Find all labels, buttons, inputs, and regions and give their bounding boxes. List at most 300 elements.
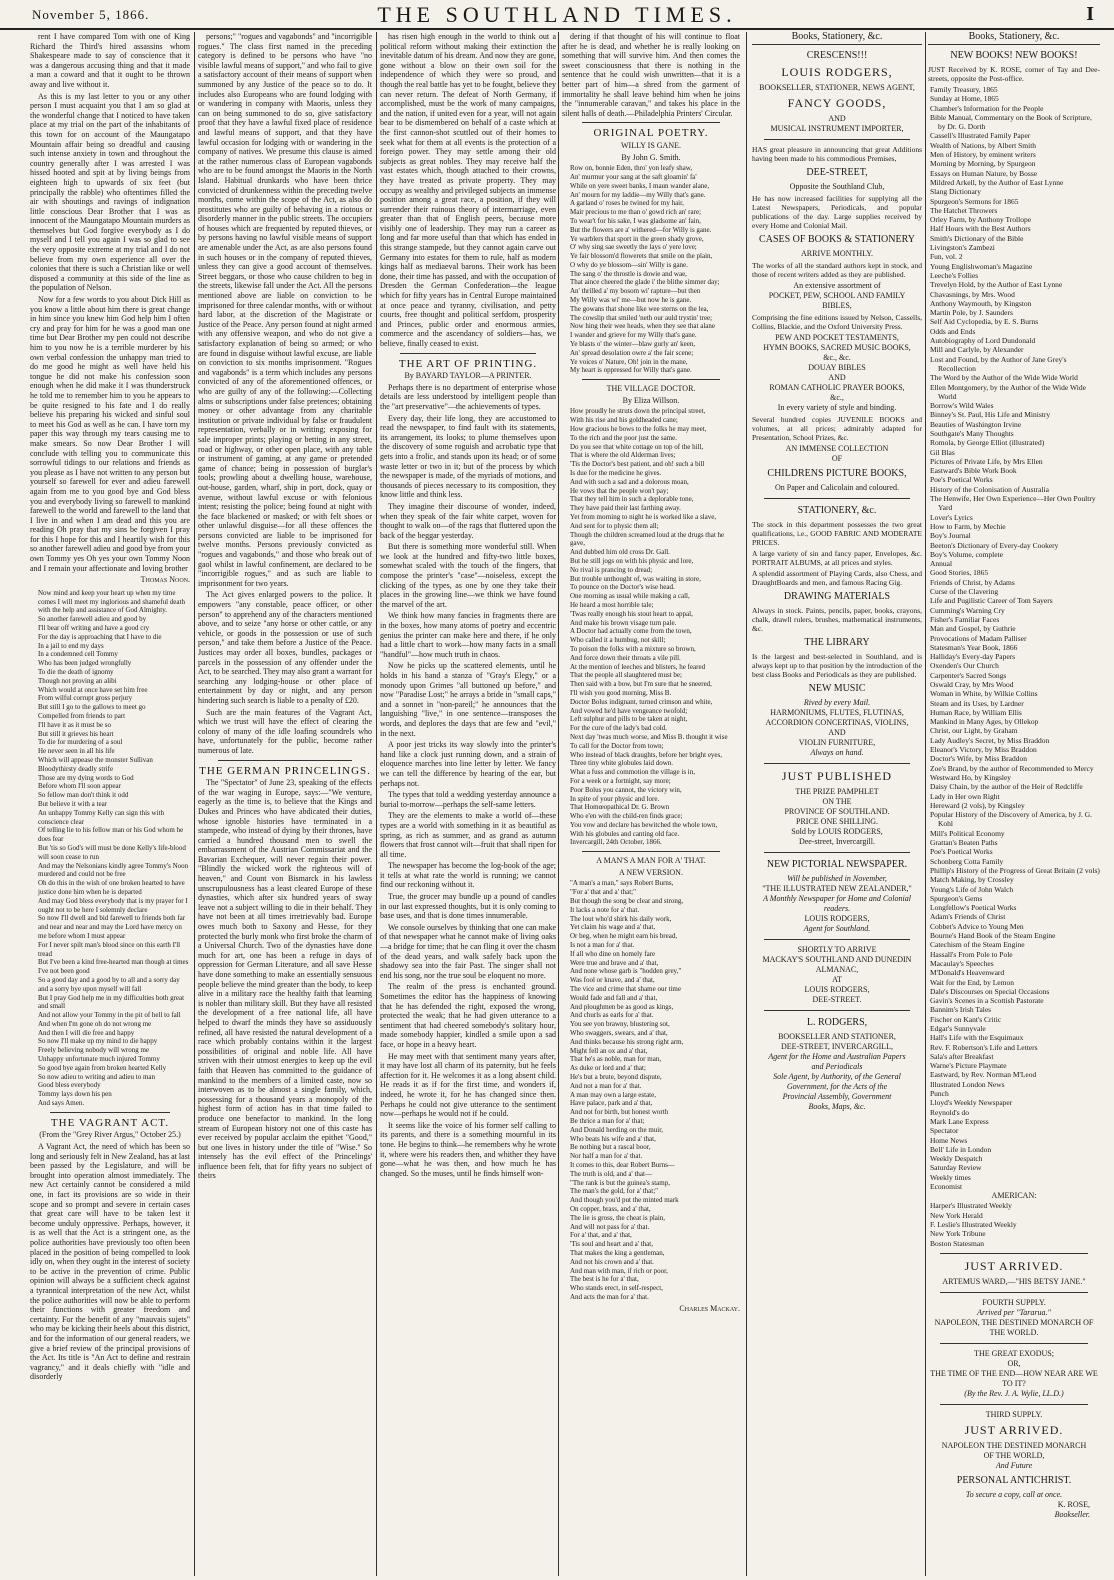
verse-line: Good bless everybody [38,1081,101,1090]
verse-line: Would fade and fall and a' that, [570,993,658,1002]
verse-line: If all who dine on homely fare [570,949,656,958]
verse-line: Be nothing but a rascal boor, [570,1143,651,1152]
list-item: Curse of the Clavering [930,587,999,597]
verse-line: Be thrice a man for a' that; [570,1116,645,1125]
verse-line: And may God bless everybody that is my prayer for I ought not to be here I solemnly declare [38,896,188,914]
verse-line: Which will appease the monster Sullivan [38,755,153,764]
list-item: Binney's St. Paul, His Life and Ministry [930,410,1051,420]
ad-price: PRICE ONE SHILLING. [796,817,878,826]
ad-tararua: Arrived per "Tararua." [977,1307,1051,1317]
american-list [928,1201,1100,1247]
list-item: Slang Dictionary [930,187,982,197]
ad-great-exodus: THE GREAT EXODUS; [974,1348,1054,1358]
list-item: Macaulay's Speeches [930,958,994,968]
verse-line: O' why sing sae sweetly the lays o' yere love; [570,243,697,252]
poem-byline: By Eliza Willson. [622,395,680,405]
poem-signature: Charles Mackay. [679,1303,740,1313]
ad-cases-of-books: CASES OF BOOKS & STATIONERY [759,234,915,245]
verse-line: But I've been a kind free-hearted man though at times I've not been good [38,958,189,976]
list-item: Cobbet's Advice to Young Men [930,921,1024,931]
verse-line: Was fool or knave, and a' that, [570,976,655,985]
list-item: Daisy Chain, by the author of the Heir of Redcliffe [930,782,1083,792]
list-item: Punch [930,1089,949,1099]
ad-bookseller: BOOKSELLER AND STATIONER, [778,1032,896,1041]
verse-line: My Willy was wi' me—but now he is gane. [570,296,692,305]
verse-line: The best is he for a' that, [570,1275,639,1284]
ad-prayer-books: ROMAN CATHOLIC PRAYER BOOKS, [769,383,905,392]
verse-line: And man with man, if rich or poor, [570,1266,668,1275]
list-item: Sunday at Home, 1865 [930,94,999,104]
list-item: Fun, vol. 2 [930,252,963,262]
ad-street: DEE-STREET, [806,167,868,178]
list-item: Beeton's Dictionary of Every-day Cookery [930,540,1059,550]
poem-title-mans-a-man: A MAN'S A MAN FOR A' THAT. [596,856,706,866]
verse-line: The sang o' the throstle is dowie and wae, [570,269,687,278]
ad-trade: BOOKSELLER, STATIONER, NEWS AGENT, [759,83,915,92]
paragraph: We console ourselves by thinking that one can make of that newspaper what he cannot make of living oaks—a bridge for time; that he can fling it over the chasm of the dead years, and walk safely back upon the shadowy sea into the fair Past. The singer shall not end his song, nor the true soul be eloquent no more. [380,922,556,980]
verse-line: And when I'm gone oh do not wrong me [38,1019,152,1028]
list-item: Lost and Found, by the Author of Jane Grey's Recollection [930,354,1067,373]
verse-line: And may the Nelsonians kindly agree Tommy's Noon murdered and could not be free [38,861,189,879]
verse-line: And though you'd put the minted mark [570,1196,679,1205]
paragraph: A poor jest tricks its way slowly into the printer's hand like a clock just running down, and a strain of eloquence marches into line letter by letter. We fancy we can tell the difference by hearing of the ear, but perhaps not. [380,740,556,788]
column-rule [925,32,926,1576]
list-item: Popular History of the Discovery of America, by J. G. Kohl [930,810,1093,829]
list-item: Lover's Lyrics [930,512,973,522]
list-item: Martin Pole, by J. Saunders [930,308,1013,318]
ad-divider [764,763,910,764]
verse-line: But I pray God help me in my difficulties both great and small [38,993,185,1011]
list-item: Mill's Political Economy [930,828,1005,838]
ad-or: OR, [1007,1358,1021,1368]
verse-line: Freely believing nobody will wrong me [38,1046,150,1055]
verse-line: That they tell him in such a deplorable tone, [570,495,694,504]
ad-divider [764,1010,910,1011]
verse-line: For the cure of the lady's bad cold. [570,724,667,733]
verse-line: For a' that, and a' that, [570,1231,632,1240]
verse-line: The lout who'd shirk his daily work, [570,914,672,923]
article-source: (From the "Grey River Argus," October 25.) [39,1130,181,1140]
ad-announcement: HAS great pleasure in announcing that great Additions having been made to his commodious Premises, [752,145,922,163]
list-item: Sala's after Breakfast [930,1051,994,1061]
ad-agent-papers: Agent for the Home and Australian Papers [768,1052,906,1061]
verse-line: And will not pass for a' that. [570,1222,650,1231]
verse-line: For a week or a fortnight, say more; [570,776,671,785]
verse-line: Those are my dying words to God [38,773,134,782]
verse-line: Who stands erect, in self-respect, [570,1284,663,1293]
list-item: Phillip's History of the Progress of Great Britain (2 vols) [930,865,1100,875]
list-item: Anthony Waymouth, by Kingston [930,298,1032,308]
paragraph: Now for a few words to you about Dick Hill as you know a little about him there is great change in him since you knew him God help him I often cry and pray for him for he was a good man one time but Dear Brother my pen could not describe him to you now he is a terrible murderer by his own verbal confession the unhappy man tried to do me good he might as well have held his tongue he did not make his confession soon enough when he did make it I was thunderstruck he told me to remember him to you he appears to be quite resigned to his fate and I do really believe his preparing his wicked and sinful soul to meet his God as well as he can. I have torn my paper this way through my tears causing me to make smears. So now Dear Brother I will conclude with telling you to communicate this sorrowful tidings to our relations and friends as you please as I have not written to any person but yourself so farewell for ever and adieu farewell again from me to you good bye and God bless you and everybody living so farewell to mankind farewell to the world and farewell to the land that I live in and when I am dead and this you are reading Oh pray that my sins be forgiven I pray for this I hope for this and I heartily wish for this so another farewell adieu and good bye from your own Tommy yes Oh yes your own Tommy Noon and I remain your affectionate and loving brother [30,295,190,573]
list-item: New York Herald [930,1210,983,1220]
list-item: Rev. F. Robertson's Life and Letters [930,1042,1038,1052]
list-item: Wait for the End, by Lemon [930,977,1014,987]
ad-divider [940,1343,1088,1344]
ad-albums: A large variety of sin and fancy paper, Envelopes, &c. PORTRAIT ALBUMS, at all prices and styles. [752,549,922,567]
list-item: Boston Statesman [930,1238,984,1248]
list-item: Harper's Illustrated Weekly [930,1201,1012,1211]
ad-sole-agent: Sole Agent, by Authority, of the General [773,1072,901,1081]
ad-divider [940,1404,1088,1405]
verse-line: And dubbed him old cross Dr. Gall. [570,548,670,557]
list-item: Pictures of Private Life, by Mrs Ellen [930,456,1043,466]
verse-line: An unhappy Tommy Kelly can sign this with conscience clear [38,808,164,826]
list-item: Eastward, by Rev. Norman M'Leod [930,1070,1037,1080]
ad-music-importer: MUSICAL INSTRUMENT IMPORTER, [770,124,904,133]
list-item: Illustrated London News [930,1079,1005,1089]
ad-new-books: NEW BOOKS! NEW BOOKS! [950,50,1078,61]
list-item: Steam and its Uses, by Lardner [930,698,1024,708]
list-item: How to Farm, by Mechie [930,521,1006,531]
ad-bibles: POCKET, PEW, SCHOOL AND FAMILY [768,291,906,300]
ad-comprising: Comprising the fine editions issued by Nelson, Cassells, Collins, Blackie, and the Oxford University Press. [752,313,922,331]
verse-line: He never seen in all his life [38,747,115,756]
ad-dee-street: DEE-STREET. [812,995,862,1004]
verse-line: So now I'll dwell and bid farewell to friends both far and near and near and may the Lord have mercy on me before whom I must appear [38,914,186,940]
column-1 [30,32,190,1576]
list-item: Wealth of Nations, by Albert Smith [930,140,1037,150]
ad-column-header: Books, Stationery, &c. [928,32,1100,45]
list-item: Warne's Picture Playmate [930,1061,1007,1071]
verse-line: From wilful corrupt gross perjury [38,694,133,703]
verse-line: And not allow your Tommy in the pit of hell to fall [38,1011,181,1020]
verse-line: Though not proving an alibi [38,676,117,685]
verse-line: And then I will die free and happy [38,1028,135,1037]
verse-line: The gowans that shone like wee sterns on the lea, [570,304,709,313]
column-rule [558,32,559,1576]
ad-and-future: And Future [995,1460,1033,1470]
paragraph: has risen high enough in the world to think out a political reform without making their extinction the inevitable datum of his dream. And now they are gone, gone without a blow on their own soil for the independence of which they were so proud, and though the real battle has yet to be fought, believe they can never return. The defeat of North Germany, if accomplished, must be the work of many campaigns, and the nation, if united even for a year, will not again bear to be dismembered on behalf of a caste which at the first cannon-shot scuttled out of their homes to seek what for them at all events is the protection of a foreign power. They may settle among their old subjects as great nobles. They may receive half the vast estates which, though attached to their crowns, they have treated as private property. They may occupy as wealthy and privileged subjects an immense position among a great race, a position, if they will surrender their ruinous theory of intermarriage, even greater than that of English peers, because more visibly one of leadership. They may run a career as long and far more useful than that which has ended in this strange stampede, but they cannot again carve out Germany into estates for them to rule, half as modern kings half as mediaeval barons. Their work has been done, their time has passed, and with the occupation of Dresden the German Confederation—the league which for fifty years has in Central Europe maintained at once peace and tyranny, civilisation, and petty courts, free thought and political serfdom, prosperity and Princes, public order and enormous armies, commerce and the ascendancy of soldiers—has, we believe, finally ceased to exist. [380,32,556,348]
verse-line: And none whose garb is "hodden grey," [570,967,682,976]
verse-line: An' spread desolation owre a' the fair scene; [570,348,694,357]
verse-line: And Donald herding on the muir, [570,1125,664,1134]
list-item: Men of History, by eminent writers [930,150,1036,160]
list-item: Ellen Montgomery, by the Author of the Wide Wide World [930,382,1086,401]
verse-line: It comes to this, dear Robert Burns— [570,1160,675,1169]
verse-line: And acts the man for a' that. [570,1292,649,1301]
ad-rose-bookseller: Bookseller. [1054,1509,1090,1519]
verse-line: As duke or lord and a' that; [570,1064,646,1073]
ad-on-the: ON THE [822,797,852,806]
verse-line: With his globules and canting old face. [570,829,680,838]
paragraph: The realm of the press is enchanted ground. Sometimes the editor has the happiness of knowing that he has defended the right, exposed the wrong, protected the weak; that he had given utterance to a sentiment that had cheered somebody's solitary hour, made somebody happier, kindled a smile upon a sad face, or hope in a heavy heart. [380,982,556,1049]
ad-almanac: MACKAY'S SOUTHLAND AND DUNEDIN ALMANAC, [762,955,912,974]
list-item: Mankind in Many Ages, by Ollekop [930,717,1039,727]
list-item: Dale's Discourses on Special Occasions [930,986,1050,996]
list-item: New York Tribune [930,1229,986,1239]
ad-concertinas: ACCORDION CONCERTINAS, VIOLINS, [765,718,909,727]
verse-line: An' mourn for my laddie—my Willy that's gane. [570,190,706,199]
verse-line: But still I go to the gallows to meet go [38,703,146,712]
ad-time-of-end: THE TIME OF THE END—HOW NEAR ARE WE TO IT? [930,1368,1098,1388]
verse-line: And make his brown visage turn pale. [570,618,677,627]
list-item: Leeche's Follies [930,270,979,280]
verse-line: The vice and crime that shame our time [570,985,681,994]
verse-line: The lie is gross, the cheat is plain, [570,1213,666,1222]
verse-line: Nor half a man for a' that. [570,1152,643,1161]
ad-violin-furniture: VIOLIN FURNITURE, [798,738,876,747]
verse-line: My heart is oppressed for Willy that's gane. [570,366,692,375]
list-item: Adam's Friends of Christ [930,912,1006,922]
ad-divider [940,1292,1088,1293]
verse-line: The truth is old, and a' that— [570,1169,652,1178]
verse-line: And not his crown and a' that. [570,1257,654,1266]
verse-line: Who has been judged wrongfully [38,659,132,668]
article-byline: By BAYARD TAYLOR—A PRINTER. [404,371,532,381]
ad-crescens: CRESCENS!!! [806,50,868,61]
ad-of: OF [831,454,843,463]
list-item: Friends of Christ, by Adams [930,577,1015,587]
list-item: Reynold's do [930,1107,970,1117]
ad-just-published: JUST PUBLISHED [781,769,893,783]
verse-line: An' murmur your sang at the saft gloamin' fa' [570,172,697,181]
verse-line: Who beats his wife and a' that, [570,1134,656,1143]
divider [50,1112,170,1113]
verse-line: Now hing their wee heads, when they see that alane [570,322,716,331]
verse-line: Is not a man for a' that. [570,941,635,950]
verse-line: Tommy lays down his pen [38,1090,112,1099]
verse-line: And not a man for a' that. [570,1081,642,1090]
verse-line: That is where the old Alderman lives; [570,451,676,460]
ad-column-header: Books, Stationery, &c. [752,32,922,45]
list-item: Lady Audley's Secret, by Miss Braddon [930,735,1050,745]
verse-line: And not for birth, but honest worth [570,1108,669,1117]
list-item: Oswald Cray, by Mrs Wood [930,680,1014,689]
ad-arrive-monthly: ARRIVE MONTHLY. [801,249,873,258]
verse-line: And with such a sad and a dolorous moan, [570,477,689,486]
ad-sold-by-name: LOUIS RODGERS, [817,827,883,836]
ad-opposite: Opposite the Southland Club, [789,182,885,191]
list-item: Catechism of the Steam Engine [930,940,1025,950]
ad-always: Always on hand. [810,748,864,757]
list-item: Chavasnings, by Mrs. Wood [930,289,1015,299]
column-6-advertisements [928,32,1100,1576]
verse-line: But 'tis so God's will must be done Kelly's life-blood will soon cease to run [38,843,186,861]
page-mark: I [1086,3,1094,25]
verse-line: Bloodythirsty deadly strife [38,764,114,773]
ad-stationery-text: The stock in this department possesses the two great qualifications, i.e., GOOD FABRIC AND MODERATE PRICES. [752,520,922,547]
poem-willy-is-gane [562,164,740,375]
list-item: Bible Manual, Commentary on the Book of Scripture, by Dr. G. Dorth [930,112,1092,132]
verse-line: But the flowers are a' withered—for Willy is gane. [570,225,712,234]
verse-line: But he still jogs on with his physic and lore, [570,556,694,565]
paragraph: It seems like the voice of his former self calling to its parents, and there is a something mournful in its tone. He begins to think—he remembers why he wrote it, where were his readers then, and whither they have gone—what he was then, and how much he has changed. So the muses, until he finds himself won- [380,1120,556,1178]
paragraph: The "Spectator" of June 23, speaking of the effects of the war waging in Europe, says:—"We venture, eagerly as the time is, to believe that the Kings and Dukes and Princes who have abdicated their duties, whose ignoble histories have terminated in a stampede, who instead of dying by their thrones, have carried a hundred thousand men to swell the embarrassment of the Austrian Commissariat and the Bavarian Exchequer, will never regain their power. "Blindly the wicked work the righteous will of heaven," and Count von Bismarck in his lawless unscrupulousness has a least cleared Europe of these dynasties, which after six hundred years of sway leave not a subject willing to die in their behalf. They have not been at all times irretrievably bad. Europe owes much both to Saxony and Hesse, for they protected the burly monk who first broke the charm of a Universal Church. Two of the dynasties have done much for art, one has been a refuge in days of oppression for German Literature, and all save Hesse have done something to make an essentially sensuous people believe the mind greater than the body, to keep alive in a military race the healthy faith that learning is nobler than military skill. But they have all resisted the development of a free national life, all have helped to dwarf the minds they have so assiduously refined, all have resisted the natural development of a race which probably contains within it the largest possibilities of original and noble life. All have striven with their utmost energies to keep up the evil faith that Heaven has committed to the guidance of mankind to the members of a limited caste, now so interwoven as to be almost a single family, which, possessing for a thousand years a monopoly of the highest form of action has in that time failed to produce one benefactor to mankind. In the long stream of European history not one of this caste has ever received by popular acclaim the epithet "Good," but one lives in history under the title of "Wise." So intensely has the evil effect of the Princelings' influence been felt, that for fifty years no subject of theirs [198,778,372,1181]
verse-line: "For a' that and a' that;" [570,888,636,897]
list-item: Livingston's Zambezi [930,243,995,253]
list-item: Self Aid Cyclopedia, by E. S. Burns [930,317,1039,327]
verse-line: But trouble unthought of, was waiting in store, [570,574,701,583]
divider [582,851,720,852]
list-item: Bourne's Hand Book of the Steam Engine [930,931,1056,941]
ad-of-the-world: OF THE WORLD, [983,1450,1045,1460]
ad-sold-by-label: Sold by [791,827,816,836]
section-title-original-poetry: ORIGINAL POETRY. [593,127,709,140]
verse-line: But though the song be clear and strong, [570,897,684,906]
ad-library-heading: THE LIBRARY [804,637,870,648]
column-3 [380,32,556,1576]
ad-new-music-text: Rived by every Mail. [803,698,871,707]
ad-picture-books: CHILDRENS PICTURE BOOKS, [767,468,907,479]
verse-line: Might fell an ox and a' that, [570,1046,648,1055]
list-item: Provocations of Madam Palliser [930,633,1027,643]
article-title-german-princelings: THE GERMAN PRINCELINGS. [199,764,371,777]
verse-line: So a good day and a good by to all and a sorry day and a sorry bye upon myself will fall [38,975,180,993]
verse-line: No rival is prancing to dread; [570,565,653,574]
list-item: Annual [930,559,953,569]
column-2 [198,32,372,1576]
verse-line: With his rise and his goldheaded cane; [570,416,678,425]
verse-line: Though the children screamed loud at the drugs that he gave, [570,530,725,548]
list-item: Christ, our Light, by Graham [930,726,1018,736]
vagrant-act-continued [198,32,372,756]
paragraph: Such are the main features of the Vagrant Act, which we trust will have the effect of clearing the colony of many of the idle loafing scoundrels who have, unfortunately for the public, become rather numerous of late. [198,707,372,755]
verse-line: In spite of your physic and lore. [570,794,660,803]
ad-just-arrived: JUST ARRIVED. [964,1258,1064,1273]
list-item: Weekly times [930,1172,971,1182]
poem-subtitle: A NEW VERSION. [619,867,683,877]
ad-third-supply: THIRD SUPPLY. [985,1409,1043,1419]
verse-line: But still it grieves his heart [38,729,114,738]
verse-line: Were true and brave and a' that, [570,958,659,967]
verse-line: Now mind and keep your heart up when my time comes I will meet my inglorious and shameful death with the help and assistance of God Almighty. [38,588,185,615]
paragraph: We think how many fancies in fragments there are in the boxes, how many atoms of poetry and eccentric genius the printer can make here and there, if he only had a little chart to work—how many facts in a small "handful"—how much truth in chaos. [380,611,556,659]
verse-line: 'Tis the Doctor's best patient, and oh! such a bill [570,460,705,469]
list-item: Gil Blas [930,447,955,457]
list-item: The Word by the Author of the Wide Wide World [930,373,1078,383]
list-item: Boy's Journal [930,531,971,541]
list-item: Orley Farm, by Anthony Trollope [930,215,1032,225]
verse-line: Have palace, park and a' that, [570,1099,653,1108]
ad-stationery-heading: STATIONERY, &c. [797,505,877,516]
ad-province: PROVINCE OF SOUTHLAND. [784,807,890,816]
verse-line: Next day 'twas much worse, and Miss B. thought it wise [570,732,728,741]
list-item: Carpenter's Sacred Songs [930,670,1007,680]
list-item: Borrow's Wild Wales [930,401,994,411]
ad-facilities: He has now increased facilities for supplying all the Latest Newspapers, Periodicals, and popular publications of the day. Large supplies received by every Home and Colonial Mail. [752,194,922,230]
ad-received: JUST Received by K. ROSE, corner of Tay and Dee-streets, opposite the Post-office. [928,65,1100,83]
letter-signature: Thomas Noon. [140,575,190,585]
verse-line: They have paid their last farthing away. [570,504,681,513]
list-item: Mill and Carlyle, by Alexander [930,345,1024,355]
verse-line: Left sulphur and pills to be taken at night, [570,715,688,724]
ad-assembly: Provincial Assembly, Government [782,1092,892,1101]
column-rule [376,32,377,1576]
verse-line: Before whom I'll soon appear [38,782,121,791]
ad-divider [764,852,910,853]
vagrant-act-body [30,1142,190,1382]
verse-line: And churls as earls for a' that. [570,1011,654,1020]
ad-and: AND [828,728,846,737]
list-item: Romola, by George Elliot (illustrated) [930,438,1045,448]
verse-line: In a condemned cell Tommy [38,650,118,659]
ad-playing-cards: A splendid assortment of Playing Cards, also Chess, and DraughtBoards and men, and famous Racing Gig. [752,569,922,587]
art-of-printing-body [380,383,556,1179]
list-item: Lady in Her own Right [930,791,1000,801]
verse-line: Doctor Bolus indignant, turned crimson and white, [570,697,713,706]
verse-line: Then said with a bow, but I'm sure that he sneered, [570,680,712,689]
letter-body [30,32,190,573]
verse-line: He heard a most horrible tale; [570,600,654,609]
verse-line: You vow and declare has bewitched the whole town, [570,820,718,829]
ad-secure-copy: To secure a copy, call at once. [965,1489,1063,1499]
list-item: Westward Ho, by Kingsley [930,772,1012,782]
german-princelings-body [198,778,372,1181]
paragraph: The types that told a wedding yesterday announce a burial to-morrow—perhaps the self-same letters. [380,790,556,809]
ad-drawing-text: Always in stock. Paints, pencils, paper, books, crayons, chalk, drawll rulers, brushes, mathematical instruments, &c. [752,606,922,633]
list-item: The Hatchet Throwers [930,205,998,215]
ad-napoleon: NAPOLEON, THE DESTINED MONARCH OF THE WORLD. [934,1317,1094,1337]
ad-artemus-ward: ARTEMUS WARD,—"HIS BETSY JANE." [942,1276,1086,1286]
list-item: Spurgeon's Sermons for 1865 [930,196,1019,206]
verse-line: To die the death of ignomy [38,668,114,677]
verse-line: A garland o' roses he twined for my hair, [570,199,684,208]
list-item: Home News [930,1135,968,1145]
german-princelings-continued [380,32,556,349]
divider [582,379,720,380]
ad-l-rodgers: L. RODGERS, [806,1017,868,1028]
verse-line: Who called it a humbug, not skill; [570,636,666,645]
ad-will-be-published: Will be published in November, [787,874,887,883]
list-item: Zoe's Brand, by the author of Recommended to Mercy [930,763,1094,773]
paragraph: But there is something more wonderful still. When we look at the hundred and fifty-two little boxes, somewhat scaled with the touch of the fingers, that compose the printer's "case"—noiseless, except the clicking of the types, as one by one they take their places in the growing line—we think we have found the marvel of the art. [380,542,556,609]
verse-line: Which would at once have set him free [38,685,148,694]
verse-line: Ye fair blossom'd flowerets that smile on the plain, [570,252,713,261]
ad-invercargill: DEE-STREET, INVERCARGILL, [780,1042,894,1051]
ad-american-heading: AMERICAN: [991,1191,1037,1201]
verse-line: For I never spilt man's blood since on this earth I'll tread [38,940,181,958]
column-4 [562,32,740,1576]
verse-line: Who e'en with the child-ren finds grace; [570,812,683,821]
verse-line: Of telling lie to his fellow man or his God whom he does fear [38,826,184,844]
poem-byline: By John G. Smith. [621,152,681,162]
verse-line: And ploughmen be as good as kings, [570,1002,674,1011]
list-item: Oxenden's Our Church [930,661,999,671]
verse-line: Unhappy unfortunate much injured Tommy [38,1055,160,1064]
verse-line: Ye voices o' Nature, Oh! join in the mane, [570,357,688,366]
list-item: Lloyd's Weekly Newspaper [930,1098,1013,1108]
list-item: Mark Lane Express [930,1116,989,1126]
ad-testaments: PEW AND POCKET TESTAMENTS, [775,333,899,342]
ad-divider [940,1253,1088,1254]
verse-line: On copper, brass, and a' that, [570,1204,651,1213]
ad-new-music-heading: NEW MUSIC [808,683,866,694]
list-item: Fischer on Kant's Critic [930,1014,1002,1024]
book-list [928,85,1100,1191]
newspaper-title: THE SOUTHLAND TIMES. [377,2,737,27]
issue-date: November 5, 1866. [32,7,150,22]
verse-line: To the rich and the poor just the same. [570,433,678,442]
ad-prize-pamphlet: THE PRIZE PAMPHLET [795,787,879,796]
list-item: Morning by Morning, by Spurgeon [930,159,1036,169]
verse-line: I'll bear off writing and have a good cry [38,624,150,633]
list-item: Spurgeon's Gems [930,893,983,903]
ad-rodgers: LOUIS RODGERS, [804,985,870,994]
verse-line: 'Tis soul and heart and a' that, [570,1240,653,1249]
list-item: Man and Gospel, by Guthrie [930,624,1016,634]
verse-line: How proudly he struts down the principal street, [570,407,706,416]
verse-line: That the people all slaughtered must be; [570,671,682,680]
verse-line: For the day is approaching that I have to die [38,632,162,641]
ad-just-arrived-2: JUST ARRIVED. [964,1422,1064,1437]
ad-and: AND [828,373,846,382]
paragraph: Every day, their life long, they are accustomed to read the newspaper, to find fault with its statements, its arrangement, its looks; to plume themselves upon the discovery of some roguish and acrobatic type that gets into a frolic, and stands upon its head; or of some waste letter or two in it; but of the process by which the newspaper is made, of the myriads of motions, and thousands of pieces necessary to its composition, they know little and think less. [380,413,556,500]
paragraph: persons;" "rogues and vagabonds" and "incorrigible rogues." The class first named in the preceding category is defined to be persons who have "no visible lawful means of support," and who fail to give a satisfactory account of their means of support when summoned by any Justice of the peace so to do. It includes also Europeans who are found lodging with or wandering in company with Maoris, unless they can on being summoned to do so, give satisfactory proof that they have a lawful fixed place of residence and lawful means of support, and that they have lawful occasion for lodging with or wandering in the company of natives. We presume this clause is aimed at the rather numerous class of European vagabonds who are to be found amongst the Maoris in the North Island. Habitual drunkards who have been thrice convicted of drunkenness within the preceding twelve months, come within the scope of the Act, as also do prostitutes who are guilty of behaving in a riotous or disorderly manner in the public streets. The occupiers of houses which are frequented by reputed thieves, or by persons having no lawful visible means of support are amenable under the Act, as are also persons found in such houses or in the company of reputed thieves, unless they can give a good account of themselves. Street beggars, or those who cause children to beg in the streets, likewise fall under the Act. All the persons mentioned above are liable on conviction to be imprisoned for three calendar months, with or without hard labor, at the discretion of the Magistrate or Justice of the Peace. Any person found at night armed with any offensive weapon, and who do not give a satisfactory explanation of being so armed; or who are found in disguise without lawful excuse, are liable on conviction to six months imprisonment. "Rogues and vagabonds" is a term which includes any persons convicted of any of the aforementioned offences, or who are guilty of any of the following:—Collecting alms or subscriptions under false pretences; obtaining money or other advantage from any charitable institution or private individual by false or fraudulent representation, verbally or in writing; exposing for sale improper prints; playing or betting in any street, road or highway, or other open place, with any table or instrument of gaming, at any game or pretended game of chance; being in possession of burglar's tools; prowling about a dwelling house, warehouse, out-house, garden, wharf, ship in port, dock, quay or avenue, without lawful excuse or with felonious intent; resisting the police; being found at night with the face blackened or masked; or with felt shoes or other unlawful disguise—for all these offences the persons convicted are liable to be imprisoned for twelve months. Persons previously convicted as "rogues and vagabonds," and those who break out of gaol whilst in lawful confinement, are declared to be "incorrigible rogues," and as such are liable to imprisonment for two years. [198,32,372,588]
list-item: Hassall's From Pole to Pole [930,949,1013,959]
poem-title-willy: WILLY IS GANE. [621,140,681,150]
list-item: Eastward's Bible Work Book [930,466,1017,476]
list-item: Spectator [930,1126,959,1136]
